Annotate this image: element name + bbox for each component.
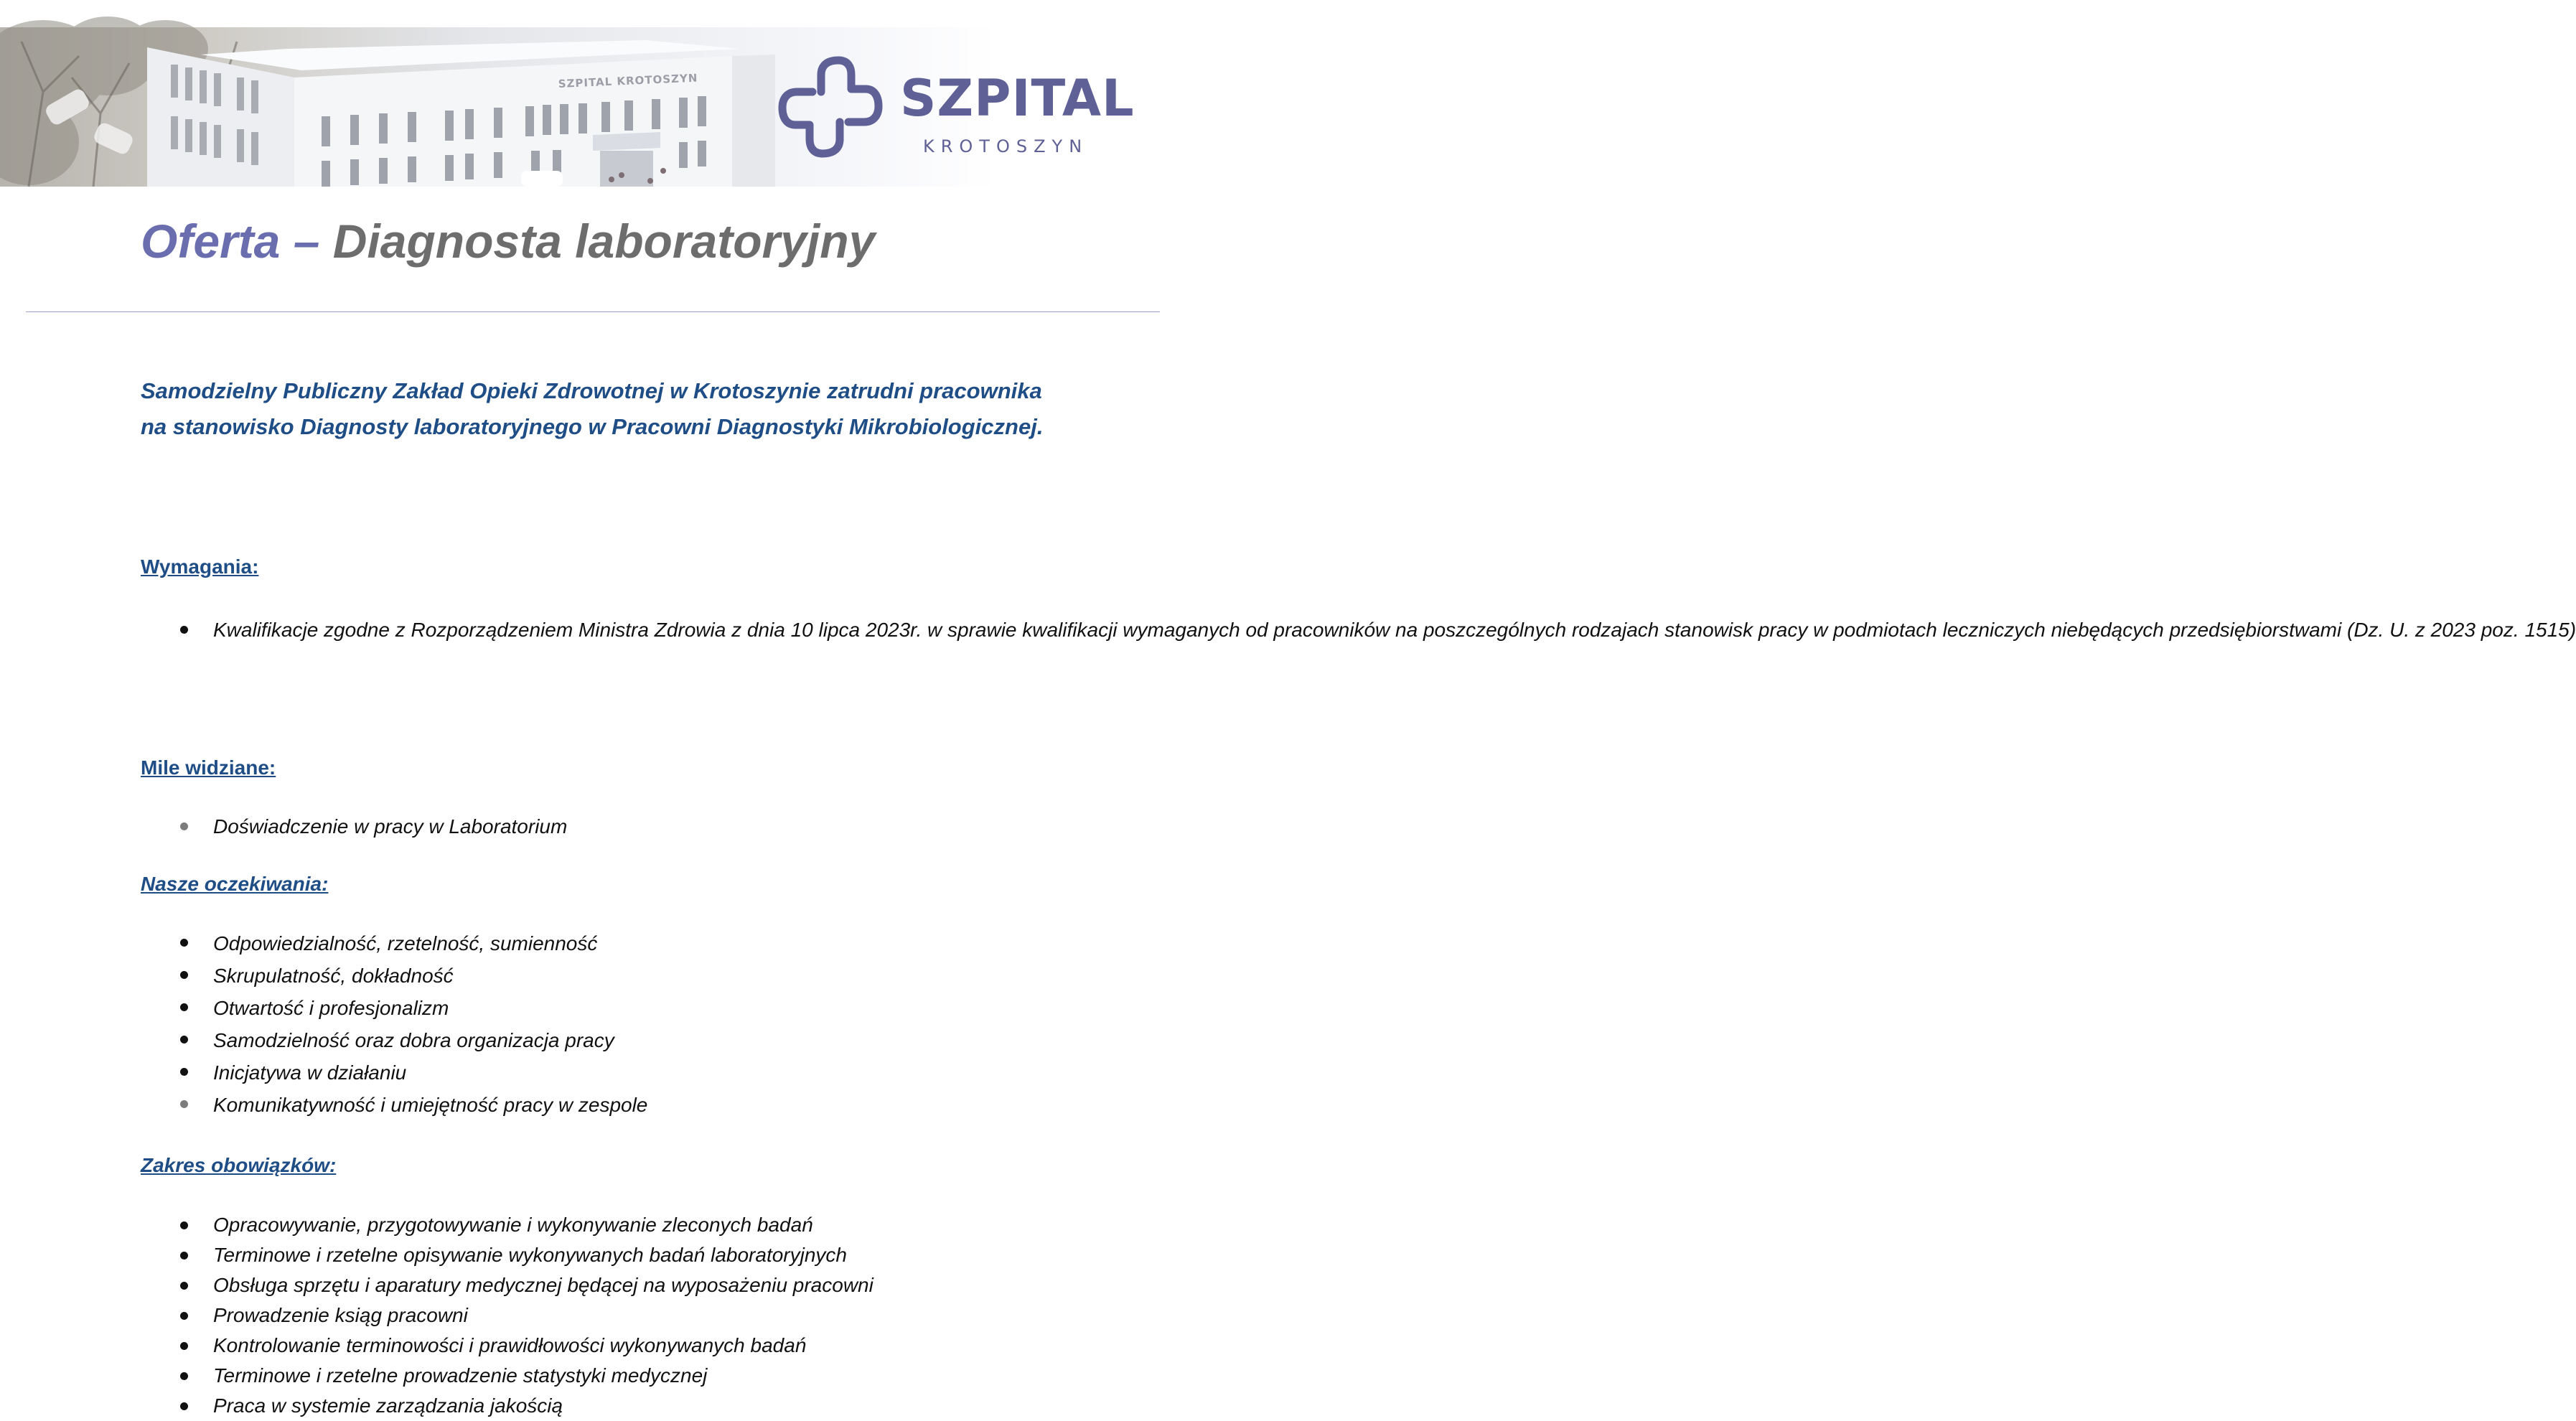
title-divider bbox=[26, 311, 1160, 312]
nice-to-have-heading: Mile widziane: bbox=[141, 756, 276, 779]
logo-name: SZPITAL bbox=[900, 69, 1135, 128]
list-item: Skrupulatność, dokładność bbox=[141, 960, 1052, 992]
list-item: Doświadczenie w pracy w Laboratorium bbox=[141, 811, 1052, 842]
title-rest: Diagnosta laboratoryjny bbox=[332, 215, 876, 268]
duties-list bbox=[141, 1210, 1052, 1421]
duties-heading: Zakres obowiązków: bbox=[141, 1154, 337, 1176]
intro-paragraph: Samodzielny Publiczny Zakład Opieki Zdrowotnej w Krotoszynie zatrudni pracownika na stanowisko Diagnosty laboratoryjnego w Pracowni Diagnostyki Mikrobiologicznej. bbox=[141, 378, 1044, 439]
list-item: Opracowywanie, przygotowywanie i wykonywanie zleconych badań bbox=[141, 1210, 1052, 1240]
page-title bbox=[141, 215, 875, 268]
expectations-heading: Nasze oczekiwania: bbox=[141, 873, 329, 895]
list-item: Komunikatywność i umiejętność pracy w zespole bbox=[141, 1089, 1052, 1121]
list-item: Kontrolowanie terminowości i prawidłowości wykonywanych badań bbox=[141, 1331, 1052, 1361]
title-accent: Oferta – bbox=[141, 215, 320, 268]
list-item: Otwartość i profesjonalizm bbox=[141, 992, 1052, 1024]
nice-to-have-list bbox=[141, 811, 1052, 842]
cross-outline-icon bbox=[777, 53, 884, 161]
hospital-logo bbox=[777, 53, 1179, 161]
logo-city: KROTOSZYN bbox=[923, 136, 1089, 156]
requirements-heading: Wymagania: bbox=[141, 555, 259, 578]
list-item bbox=[141, 614, 2576, 645]
list-item: Inicjatywa w działaniu bbox=[141, 1056, 1052, 1089]
expectations-list bbox=[141, 927, 1052, 1121]
requirements-list bbox=[141, 614, 2576, 645]
list-item: Obsługa sprzętu i aparatury medycznej będącej na wyposażeniu pracowni bbox=[141, 1270, 1052, 1300]
list-item: Samodzielność oraz dobra organizacja pracy bbox=[141, 1024, 1052, 1056]
building-sign: SZPITAL KROTOSZYN bbox=[558, 71, 698, 90]
list-item: Terminowe i rzetelne prowadzenie statystyki medycznej bbox=[141, 1361, 1052, 1391]
list-item-text: Kwalifikacje zgodne z Rozporządzeniem Ministra Zdrowia z dnia 10 lipca 2023r. w sprawie kwalifikacji wymaganych od pracowników na poszczególnych rodzajach stanowisk pracy w podmiotach leczniczych niebędących przedsiębiorstwami (Dz. U. z 2023 poz. 1515) bbox=[213, 619, 2576, 641]
list-item: Prowadzenie ksiąg pracowni bbox=[141, 1300, 1052, 1331]
list-item: Odpowiedzialność, rzetelność, sumienność bbox=[141, 927, 1052, 960]
list-item: Terminowe i rzetelne opisywanie wykonywanych badań laboratoryjnych bbox=[141, 1240, 1052, 1270]
list-item: Praca w systemie zarządzania jakością bbox=[141, 1391, 1052, 1421]
header-banner bbox=[0, 27, 1187, 187]
